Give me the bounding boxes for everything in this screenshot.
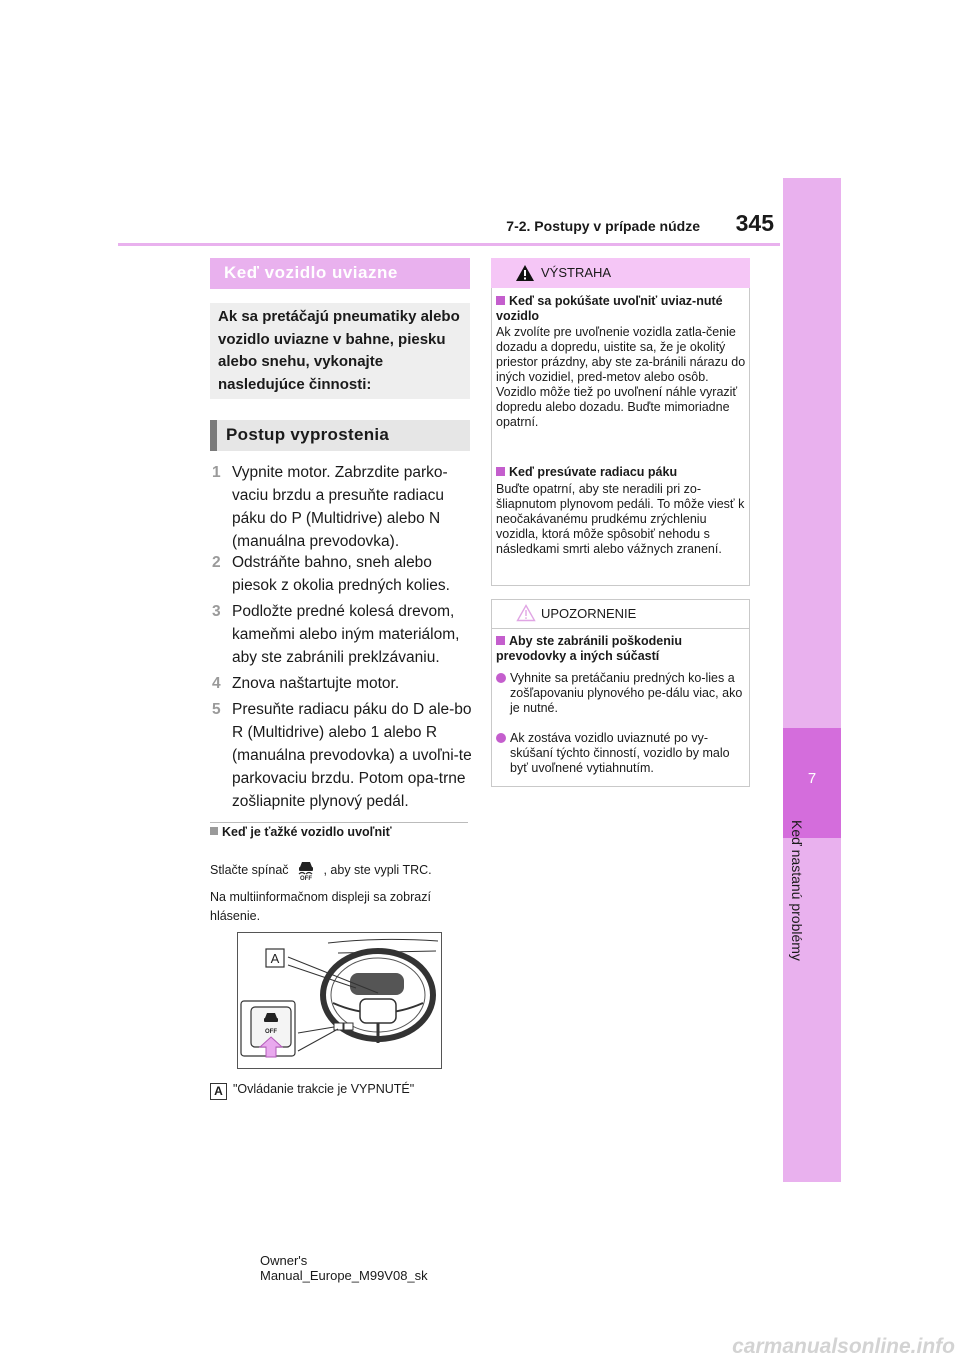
topic-banner	[210, 258, 470, 289]
intro-box	[210, 303, 470, 399]
step-item	[210, 672, 472, 695]
step-text: Znova naštartujte motor.	[232, 675, 400, 692]
trc-off-icon	[293, 858, 319, 880]
section-title: 7-2. Postupy v prípade núdze	[506, 218, 700, 234]
square-bullet-icon	[496, 636, 505, 645]
chapter-label	[789, 820, 823, 990]
subsection-title	[210, 825, 472, 839]
footer-text: Owner's Manual_Europe_M99V08_sk	[260, 1253, 428, 1283]
warning-item-heading: Keď presúvate radiacu páku	[496, 465, 746, 480]
step-text: Odstráňte bahno, sneh alebo piesok z okolia predných kolies.	[232, 554, 450, 594]
warning-item-body: Ak zvolíte pre uvoľnenie vozidla zatla-čenie dozadu a dopredu, uistite sa, že je okolitý priestor prázdny, aby ste za-bránili nárazu do iných vozidiel, pred-metov alebo osôb. Vozidlo môže tiež po uvoľnení náhle vyraziť dopredu alebo dozadu. Buďte mimoriadne opatrní.	[496, 325, 746, 429]
figure-caption	[210, 1082, 472, 1100]
page-number: 345	[735, 210, 774, 236]
caution-bullet: Ak zostáva vozidlo uviaznuté po vy-skúšaní týchto činností, vozidlo by malo byť uvoľnené vytiahnutím.	[496, 731, 746, 776]
warning-item-heading: Keď sa pokúšate uvoľniť uviaz-nuté vozidlo	[496, 294, 723, 323]
intro-text: Ak sa pretáčajú pneumatiky alebo vozidlo uviazne v bahne, piesku alebo snehu, vykonajte nasledujúce činnosti:	[218, 308, 460, 393]
trc-icon-label: OFF	[300, 876, 312, 880]
chapter-label-text: Keď nastanú problémy	[789, 820, 805, 961]
step-number: 5	[212, 701, 221, 718]
square-bullet-icon	[210, 827, 218, 835]
caption-letter: A	[210, 1083, 227, 1100]
subsection-title-text: Keď je ťažké vozidlo uvoľniť	[222, 825, 392, 839]
figure-icon-label: OFF	[265, 1029, 277, 1035]
square-bullet-icon	[496, 467, 505, 476]
step-number: 1	[212, 464, 221, 481]
header-rule	[118, 243, 780, 246]
caption-text: "Ovládanie trakcie je VYPNUTÉ"	[233, 1082, 415, 1096]
step-item	[210, 600, 472, 669]
warning-title: VÝSTRAHA	[541, 265, 612, 280]
chapter-number: 7	[807, 770, 817, 787]
step-number: 2	[212, 554, 221, 571]
watermark: carmanualsonline.info	[732, 1335, 955, 1358]
message-line: Na multiinformačnom displeji sa zobrazí hlásenie.	[210, 890, 431, 923]
trc-instruction	[210, 858, 472, 880]
caution-title: UPOZORNENIE	[541, 606, 637, 621]
topic-title: Keď vozidlo uviazne	[224, 263, 398, 282]
step-number: 3	[212, 603, 221, 620]
chapter-side-tab	[783, 178, 841, 1182]
trc-text-after: , aby ste vypli TRC.	[323, 863, 432, 877]
caution-heading: Aby ste zabránili poškodeniu prevodovky a iných súčastí	[496, 634, 682, 663]
step-text: Podložte predné kolesá drevom, kameňmi alebo iným materiálom, aby ste zabránili preklzávaniu.	[232, 603, 460, 666]
step-text: Vypnite motor. Zabrzdite parko-vaciu brzdu a presuňte radiacu páku do P (Multidrive) alebo N (manuálna prevodovka).	[232, 464, 448, 550]
square-bullet-icon	[496, 296, 505, 305]
caution-bullet: Vyhnite sa pretáčaniu predných ko-lies a zošľapovaniu plynového pe-dálu viac, ako je nutné.	[496, 671, 746, 716]
step-item	[210, 698, 472, 813]
step-item	[210, 551, 472, 597]
procedure-title: Postup vyprostenia	[226, 425, 390, 444]
step-item	[210, 461, 472, 553]
step-number: 4	[212, 675, 221, 692]
dashboard-figure	[237, 932, 442, 1069]
trc-text-before: Stlačte spínač	[210, 863, 289, 877]
procedure-banner	[210, 420, 470, 451]
warning-item-body: Buďte opatrní, aby ste neradili pri zo-šliapnutom plynovom pedáli. To môže viesť k neočakávanému prudkému zrýchleniu vozidla, ktorá môže spôsobiť nehodu s následkami smrti alebo vážnych zranení.	[496, 482, 745, 556]
dashboard-illustration	[238, 933, 441, 1068]
figure-label-a: A	[270, 951, 280, 966]
caution-triangle-icon	[516, 604, 536, 622]
step-text: Presuňte radiacu páku do D ale-bo R (Multidrive) alebo 1 alebo R (manuálna prevodovka) a uvoľni-te parkovaciu brzdu. Potom opa-trne zošliapnite plynový pedál.	[232, 701, 472, 810]
warning-header	[491, 258, 750, 288]
caution-rule	[491, 628, 750, 629]
subsection-rule	[210, 822, 468, 823]
circle-bullet-icon	[496, 733, 506, 743]
warning-triangle-icon	[515, 264, 535, 282]
circle-bullet-icon	[496, 673, 506, 683]
